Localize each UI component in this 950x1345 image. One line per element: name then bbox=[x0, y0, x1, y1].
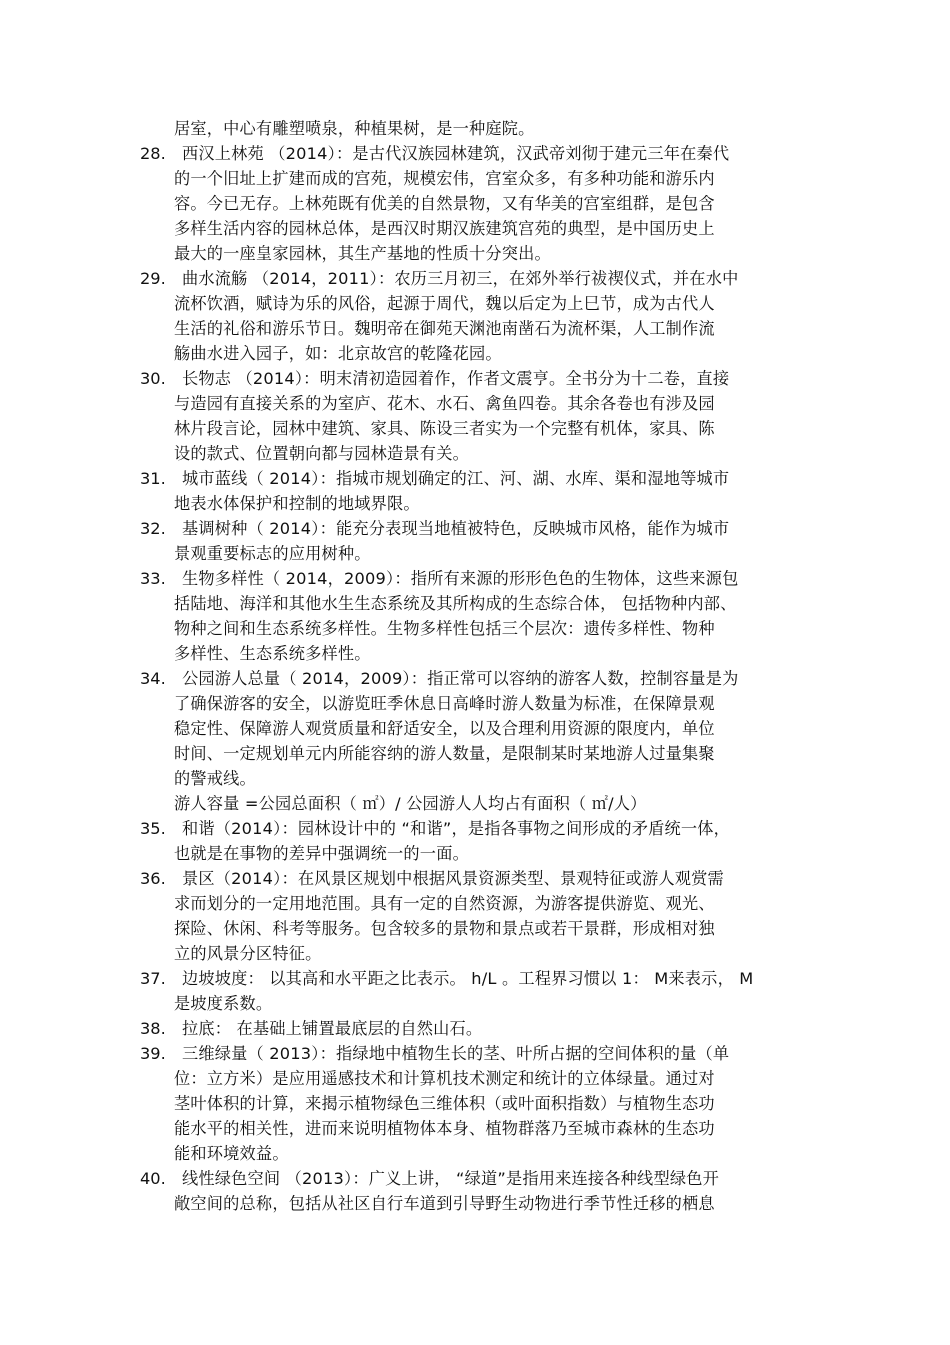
text-line: 居室，中心有雕塑喷泉，种植果树，是一种庭院。 bbox=[174, 119, 535, 138]
glossary-content bbox=[140, 116, 820, 1216]
glossary-entry bbox=[140, 366, 820, 466]
text-line: 曲水流觞 （2014，2011）：农历三月初三，在郊外举行祓禊仪式，并在水中 bbox=[182, 269, 739, 288]
text-line: 拉底： 在基础上铺置最底层的自然山石。 bbox=[182, 1019, 483, 1038]
text-line: 探险、休闲、科考等服务。包含较多的景物和景点或若干景群，形成相对独 bbox=[174, 919, 715, 938]
entry-number: 37. bbox=[140, 969, 166, 988]
glossary-entry bbox=[140, 266, 820, 366]
text-line: 括陆地、海洋和其他水生生态系统及其所构成的生态综合体， 包括物种内部、 bbox=[174, 594, 737, 613]
glossary-entry bbox=[140, 1041, 820, 1166]
text-line: 时间、一定规划单元内所能容纳的游人数量，是限制某时某地游人过量集聚 bbox=[174, 744, 715, 763]
text-line: 西汉上林苑 （2014）：是古代汉族园林建筑，汉武帝刘彻于建元三年在秦代 bbox=[182, 144, 730, 163]
text-line: 容。今已无存。上林苑既有优美的自然景物，又有华美的宫室组群，是包含 bbox=[174, 194, 715, 213]
text-line: 立的风景分区特征。 bbox=[174, 944, 322, 963]
entry-text bbox=[174, 816, 820, 866]
continuation-block bbox=[140, 116, 820, 141]
text-line: 城市蓝线（ 2014）：指城市规划确定的江、河、湖、水库、渠和湿地等城市 bbox=[182, 469, 730, 488]
text-line: 流杯饮酒，赋诗为乐的风俗，起源于周代，魏以后定为上巳节，成为古代人 bbox=[174, 294, 715, 313]
entry-text bbox=[174, 866, 820, 966]
entry-number: 35. bbox=[140, 819, 166, 838]
text-line: 生物多样性（ 2014，2009）：指所有来源的形形色色的生物体，这些来源包 bbox=[182, 569, 739, 588]
entry-number: 39. bbox=[140, 1044, 166, 1063]
text-line: 能和环境效益。 bbox=[174, 1144, 289, 1163]
text-line: 的警戒线。 bbox=[174, 769, 256, 788]
entry-number: 36. bbox=[140, 869, 166, 888]
text-line: 生活的礼俗和游乐节日。魏明帝在御苑天渊池南凿石为流杯渠，人工制作流 bbox=[174, 319, 715, 338]
text-line: 基调树种（ 2014）：能充分表现当地植被特色，反映城市风格，能作为城市 bbox=[182, 519, 730, 538]
text-line: 了确保游客的安全，以游览旺季休息日高峰时游人数量为标准，在保障景观 bbox=[174, 694, 715, 713]
glossary-entry bbox=[140, 816, 820, 866]
glossary-entry bbox=[140, 666, 820, 816]
entry-number: 32. bbox=[140, 519, 166, 538]
glossary-entry bbox=[140, 141, 820, 266]
text-line: 多样性、生态系统多样性。 bbox=[174, 644, 371, 663]
glossary-entry bbox=[140, 866, 820, 966]
text-line: 长物志 （2014）：明末清初造园着作，作者文震亨。全书分为十二卷，直接 bbox=[182, 369, 730, 388]
text-line: 边坡坡度： 以其高和水平距之比表示。 h/L 。工程界习惯以 1： M来表示， M bbox=[182, 969, 754, 988]
glossary-entry bbox=[140, 466, 820, 516]
text-line: 多样生活内容的园林总体，是西汉时期汉族建筑宫苑的典型，是中国历史上 bbox=[174, 219, 715, 238]
entry-number: 33. bbox=[140, 569, 166, 588]
entry-text bbox=[174, 466, 820, 516]
entry-number: 31. bbox=[140, 469, 166, 488]
text-line: 求而划分的一定用地范围。具有一定的自然资源，为游客提供游览、观光、 bbox=[174, 894, 715, 913]
text-line: 稳定性、保障游人观赏质量和舒适安全，以及合理利用资源的限度内，单位 bbox=[174, 719, 715, 738]
entry-text bbox=[174, 1166, 820, 1216]
text-line: 林片段言论，园林中建筑、家具、陈设三者实为一个完整有机体，家具、陈 bbox=[174, 419, 715, 438]
entry-number: 34. bbox=[140, 669, 166, 688]
text-line: 的一个旧址上扩建而成的宫苑，规模宏伟，宫室众多，有多种功能和游乐内 bbox=[174, 169, 715, 188]
glossary-entry bbox=[140, 1166, 820, 1216]
text-line: 最大的一座皇家园林，其生产基地的性质十分突出。 bbox=[174, 244, 551, 263]
text-line: 是坡度系数。 bbox=[174, 994, 273, 1013]
entry-text bbox=[174, 266, 820, 366]
entry-text bbox=[174, 141, 820, 266]
entry-number: 28. bbox=[140, 144, 166, 163]
text-line: 能水平的相关性，进而来说明植物体本身、植物群落乃至城市森林的生态功 bbox=[174, 1119, 715, 1138]
glossary-entry bbox=[140, 566, 820, 666]
glossary-entry bbox=[140, 966, 820, 1016]
entry-text bbox=[174, 516, 820, 566]
text-line: 三维绿量（ 2013）：指绿地中植物生长的茎、叶所占据的空间体积的量（单 bbox=[182, 1044, 730, 1063]
text-line: 景观重要标志的应用树种。 bbox=[174, 544, 371, 563]
text-line: 游人容量 =公园总面积（ ㎡）/ 公园游人人均占有面积（ ㎡/人） bbox=[174, 794, 647, 813]
entry-text bbox=[174, 366, 820, 466]
entry-list bbox=[140, 141, 820, 1216]
text-line: 线性绿色空间 （2013）：广义上讲， “绿道”是指用来连接各种线型绿色开 bbox=[182, 1169, 719, 1188]
text-line: 觞曲水进入园子，如：北京故宫的乾隆花园。 bbox=[174, 344, 502, 363]
entry-text bbox=[174, 666, 820, 816]
text-line: 也就是在事物的差异中强调统一的一面。 bbox=[174, 844, 469, 863]
entry-text bbox=[174, 1041, 820, 1166]
entry-text bbox=[174, 1016, 820, 1041]
text-line: 位：立方米）是应用遥感技术和计算机技术测定和统计的立体绿量。通过对 bbox=[174, 1069, 715, 1088]
glossary-entry bbox=[140, 516, 820, 566]
glossary-entry bbox=[140, 1016, 820, 1041]
text-line: 地表水体保护和控制的地域界限。 bbox=[174, 494, 420, 513]
text-line: 和谐（2014）：园林设计中的 “和谐”，是指各事物之间形成的矛盾统一体， bbox=[182, 819, 731, 838]
text-line: 与造园有直接关系的为室庐、花木、水石、禽鱼四卷。其余各卷也有涉及园 bbox=[174, 394, 715, 413]
text-line: 敞空间的总称，包括从社区自行车道到引导野生动物进行季节性迁移的栖息 bbox=[174, 1194, 715, 1213]
entry-number: 38. bbox=[140, 1019, 166, 1038]
text-line: 茎叶体积的计算，来揭示植物绿色三维体积（或叶面积指数）与植物生态功 bbox=[174, 1094, 715, 1113]
entry-number: 29. bbox=[140, 269, 166, 288]
entry-number: 30. bbox=[140, 369, 166, 388]
entry-text bbox=[174, 966, 820, 1016]
text-line: 景区（2014）：在风景区规划中根据风景资源类型、景观特征或游人观赏需 bbox=[182, 869, 724, 888]
entry-text bbox=[174, 566, 820, 666]
text-line: 物种之间和生态系统多样性。生物多样性包括三个层次：遗传多样性、物种 bbox=[174, 619, 715, 638]
text-line: 设的款式、位置朝向都与园林造景有关。 bbox=[174, 444, 469, 463]
text-line: 公园游人总量（ 2014，2009）：指正常可以容纳的游客人数，控制容量是为 bbox=[182, 669, 739, 688]
entry-number: 40. bbox=[140, 1169, 166, 1188]
